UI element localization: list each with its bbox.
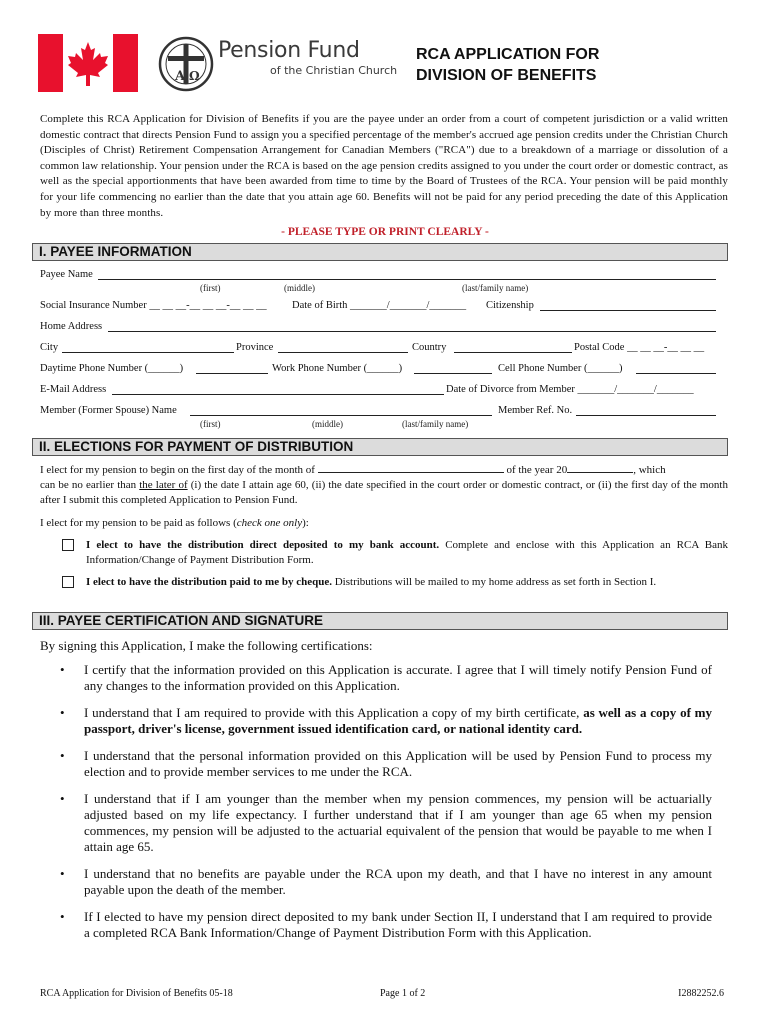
election-year-field[interactable] — [567, 462, 633, 473]
member-ref-label: Member Ref. No. — [498, 405, 573, 416]
payee-name-label: Payee Name — [40, 269, 93, 280]
member-ref-field[interactable] — [576, 405, 716, 416]
footer-doc-number: I2882252.6 — [678, 988, 724, 999]
certification-2: I understand that I am required to provide with this Application a copy of my birth certificate, — [84, 705, 584, 720]
certification-3: I understand that the personal information provided on this Application will be used by Pension Fund to process my election and to provide member services to me under the RCA. — [84, 748, 712, 779]
member-first-caption: (first) — [200, 419, 221, 429]
section-3-heading: III. PAYEE CERTIFICATION AND SIGNATURE — [32, 612, 728, 630]
direct-deposit-bold: I elect to have the distribution direct deposited to my bank account. — [86, 539, 440, 551]
election-text-line2-rest: (i) the date I attain age 60, (ii) the date specified in the court order or domestic contract, or (ii) the first day of the month after I submit this completed Application to Pension Fund. — [40, 478, 728, 506]
election-paragraph — [40, 462, 728, 509]
paid-as-text: I elect for my pension to be paid as follows ( — [40, 517, 237, 529]
cheque-checkbox[interactable] — [62, 576, 74, 588]
country-label: Country — [412, 342, 447, 353]
footer-form-id: RCA Application for Division of Benefits 05-18 — [40, 988, 233, 999]
check-one-only: check one only — [236, 517, 303, 529]
footer-page-number: Page 1 of 2 — [380, 988, 426, 999]
member-name-field[interactable] — [190, 405, 492, 416]
payee-middle-caption: (middle) — [284, 283, 315, 293]
direct-deposit-rest: Complete and enclose with this Application an RCA Bank Information/Change of Payment Distribution Form. — [86, 539, 728, 566]
title-line-2: DIVISION OF BENEFITS — [416, 67, 597, 84]
city-field[interactable] — [62, 342, 234, 353]
section-2-heading: II. ELECTIONS FOR PAYMENT OF DISTRIBUTION — [32, 438, 728, 456]
country-field[interactable] — [454, 342, 572, 353]
member-name-row — [40, 405, 716, 419]
sin-field[interactable]: Social Insurance Number __ __ __-__ __ __-__ __ __ — [40, 300, 267, 311]
svg-text:Ω: Ω — [189, 69, 200, 83]
title-line-1: RCA APPLICATION FOR — [416, 46, 600, 63]
certification-6: If I elected to have my pension direct deposited to my bank under Section II, I understand that I am required to provide a completed RCA Bank Information/Change of Payment Distribution Form with this Application. — [84, 909, 712, 940]
election-text-c: , which — [633, 464, 666, 476]
cheque-rest: Distributions will be mailed to my home address as set forth in Section I. — [331, 576, 657, 588]
daytime-phone-label: Daytime Phone Number (______) — [40, 363, 184, 374]
document-title — [416, 44, 599, 86]
home-address-row — [40, 321, 716, 335]
home-address-label: Home Address — [40, 321, 103, 332]
postal-code-field[interactable]: Postal Code __ __ __-__ __ __ — [574, 342, 705, 353]
certification-intro: By signing this Application, I make the following certifications: — [40, 638, 373, 653]
christian-church-seal-icon — [158, 36, 214, 92]
cheque-option[interactable] — [62, 575, 728, 590]
election-text-b: of the year 20 — [506, 464, 568, 476]
email-label: E-Mail Address — [40, 384, 107, 395]
email-field[interactable] — [112, 384, 444, 395]
payee-first-caption: (first) — [200, 283, 221, 293]
city-label: City — [40, 342, 59, 353]
print-clearly-notice: - PLEASE TYPE OR PRINT CLEARLY - — [281, 226, 489, 238]
member-last-caption: (last/family name) — [402, 419, 469, 429]
citizenship-field[interactable] — [540, 300, 716, 311]
work-phone-field[interactable] — [414, 363, 492, 374]
intro-paragraph: Complete this RCA Application for Division of Benefits if you are the payee under an order from a court of competent jurisdiction or a valid written domestic contract that directs Pension Fund to assign you a specified percentage of the member's accrued age pension credits under the Christian Church (Disciples of Christ) Retirement Compensation Arrangement for Canadian Members ("RCA") due to a breakdown of a marriage or dissolution of a common law relationship. Your pension under the RCA is based on the age pension credits assigned to you under the court order or domestic contract, as well as the special apportionments that have been awarded from time to time by the Board of Trustees of the RCA. Your pension will be paid monthly for your life commencing no earlier than the date that you attain age 60. Benefits will not be paid for any period preceding the date of this Application by more than three months. — [40, 113, 728, 219]
cheque-bold: I elect to have the distribution paid to me by cheque. — [86, 576, 332, 588]
citizenship-label: Citizenship — [486, 300, 534, 311]
email-row — [40, 384, 716, 398]
direct-deposit-option[interactable] — [62, 538, 728, 568]
logo-subtitle: of the Christian Church — [270, 64, 398, 77]
member-name-label: Member (Former Spouse) Name — [40, 405, 177, 416]
city-row — [40, 342, 716, 356]
election-month-field[interactable] — [318, 462, 504, 473]
payee-name-field[interactable] — [98, 269, 716, 280]
svg-text:A: A — [175, 69, 186, 84]
daytime-phone-field[interactable] — [196, 363, 268, 374]
province-field[interactable] — [278, 342, 408, 353]
later-of-underlined: the later of — [139, 478, 188, 491]
phone-row — [40, 363, 716, 377]
direct-deposit-checkbox[interactable] — [62, 539, 74, 551]
list-item: • I certify that the information provided on this Application is accurate. I agree that I will timely notify Pension Fund of any changes to the information provided on this Application. — [60, 662, 712, 693]
paid-as-close: ): — [302, 517, 309, 529]
work-phone-label: Work Phone Number (______) — [272, 363, 403, 374]
home-address-field[interactable] — [108, 321, 716, 332]
dob-field[interactable]: Date of Birth _______/_______/_______ — [292, 300, 467, 311]
list-item: • I understand that if I am younger than the member when my pension commences, my pension will be actuarially adjusted based on my life expectancy. I further understand that if I am younger than age 65 when my pension commences, my pension will be adjusted to the actuarial equivalent of the pension that would be payable to me when I attain age 65. — [60, 791, 712, 854]
page-header — [38, 30, 738, 98]
payee-name-row — [40, 269, 716, 283]
certification-1: I certify that the information provided on this Application is accurate. I agree that I will timely notify Pension Fund of any changes to the information provided on this Application. — [84, 662, 712, 693]
election-text-a: I elect for my pension to begin on the first day of the month of — [40, 464, 315, 476]
cell-phone-field[interactable] — [636, 363, 716, 374]
list-item: • I understand that I am required to provide with this Application a copy of my birth certificate, as well as a copy of my passport, driver's license, government issued identification card, or national identity card. — [60, 705, 712, 736]
list-item: • If I elected to have my pension direct deposited to my bank under Section II, I understand that I am required to provide a completed RCA Bank Information/Change of Payment Distribution Form with this Application. — [60, 909, 712, 940]
cell-phone-label: Cell Phone Number (______) — [498, 363, 623, 374]
certification-5: I understand that no benefits are payable under the RCA upon my death, and that I have no interest in any amount payable upon the death of the member. — [84, 866, 712, 897]
logo-name: Pension Fund — [218, 38, 360, 63]
direct-deposit-text — [86, 538, 728, 568]
province-label: Province — [236, 342, 274, 353]
certification-2-bold: as well as a copy of my passport, driver's license, government issued identification card, or national identity card. — [84, 705, 712, 736]
list-item: • I understand that the personal information provided on this Application will be used by Pension Fund to process my election and to provide member services to me under the RCA. — [60, 748, 712, 779]
list-item: • I understand that no benefits are payable under the RCA upon my death, and that I have no interest in any amount payable upon the death of the member. — [60, 866, 712, 897]
certification-4: I understand that if I am younger than the member when my pension commences, my pension will be actuarially adjusted based on my life expectancy. I further understand that if I am younger than age 65 when my pension commences, my pension will be adjusted to the actuarial equivalent of the pension that would be payable to me when I attain age 65. — [84, 791, 712, 854]
election-text-line2: can be no earlier than — [40, 478, 140, 491]
certification-list — [58, 662, 712, 952]
paid-as-paragraph — [40, 516, 728, 532]
cheque-text — [86, 575, 728, 590]
sin-row — [40, 300, 716, 314]
divorce-date-field[interactable]: Date of Divorce from Member _______/_______/_______ — [446, 384, 694, 395]
section-1-heading: I. PAYEE INFORMATION — [32, 243, 728, 261]
payee-last-caption: (last/family name) — [462, 283, 529, 293]
member-middle-caption: (middle) — [312, 419, 343, 429]
canadian-flag-icon — [38, 34, 138, 92]
